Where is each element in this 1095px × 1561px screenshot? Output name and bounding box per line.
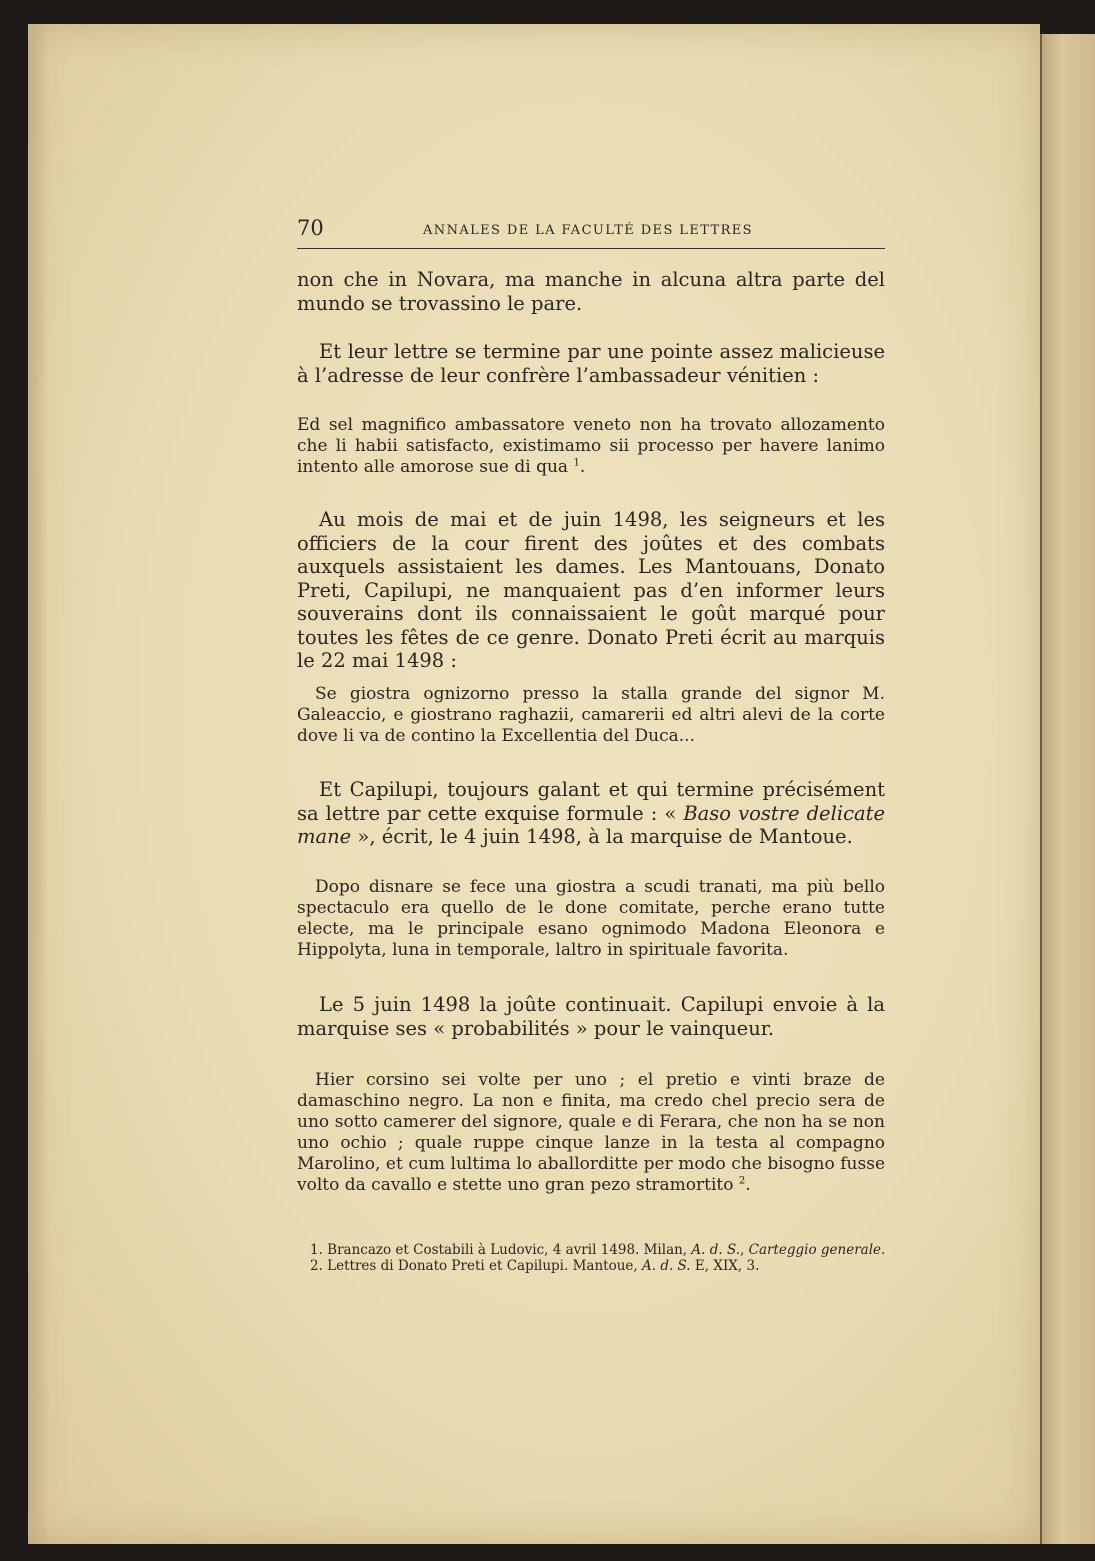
page-header bbox=[297, 214, 885, 249]
quote-hier-corsino bbox=[297, 1070, 885, 1196]
quote-dopo-disnare bbox=[297, 877, 885, 961]
page-edge-line bbox=[1040, 34, 1042, 1544]
next-page-edge bbox=[1040, 34, 1095, 1544]
footnote-italic: A. d. S. bbox=[641, 1258, 691, 1274]
quote-text: Dopo disnare se fece una giostra a scudi tranati, ma più bello spectaculo era quello de le done comitate, perche erano tutte electe, ma le principale esano ognimodo Madona Eleonora e Hippolyta, luna in temporale, laltro in spirituale favorita. bbox=[297, 877, 885, 960]
paragraph-text: Et leur lettre se termine par une pointe assez malicieuse à l’adresse de leur confrère l’ambassadeur vénitien : bbox=[297, 340, 885, 387]
footnote-italic: Carteggio generale bbox=[748, 1242, 882, 1258]
paragraph-capilupi bbox=[297, 778, 885, 849]
footnotes bbox=[290, 1242, 890, 1274]
footnote-text: 1. Brancazo et Costabili à Ludovic, 4 avril 1498. Milan, bbox=[310, 1242, 692, 1258]
footnote-italic: A. d. S. bbox=[691, 1242, 741, 1258]
paragraph-text: non che in Novara, ma manche in alcuna altra parte del mundo se trovassino le pare. bbox=[297, 268, 885, 315]
paragraph-text: Le 5 juin 1498 la joûte continuait. Capilupi envoie à la marquise ses « probabilités » pour le vainqueur. bbox=[297, 993, 885, 1040]
quote-ambassador bbox=[297, 415, 885, 478]
footnote-1 bbox=[290, 1242, 890, 1258]
quote-text: Se giostra ognizorno presso la stalla grande del signor M. Galeaccio, e giostrano raghazii, camarerii ed altri alevi de la corte dove li va de contino la Excellentia del Duca... bbox=[297, 684, 885, 746]
paragraph-june-5 bbox=[297, 993, 885, 1040]
paragraph-letter-ending bbox=[297, 340, 885, 387]
paragraph-jousts bbox=[297, 508, 885, 673]
quote-end: . bbox=[579, 457, 586, 477]
footnote-ref: 1 bbox=[573, 457, 580, 469]
footnote-text: 2. Lettres di Donato Preti et Capilupi. Mantoue, bbox=[310, 1258, 642, 1274]
paragraph-text: », écrit, le 4 juin 1498, à la marquise de Mantoue. bbox=[351, 825, 853, 848]
paragraph-continuation bbox=[297, 268, 885, 315]
quote-end: . bbox=[745, 1175, 751, 1195]
page-gutter-shadow bbox=[28, 24, 48, 1544]
paragraph-text: Au mois de mai et de juin 1498, les seigneurs et les officiers de la cour firent des joûtes et des combats auxquels assistaient les dames. Les Mantouans, Donato Preti, Capilupi, ne manquaient pas d’en informer leurs souverains dont ils connaissaient le goût marqué pour toutes les fêtes de ce genre. Donato Preti écrit au marquis le 22 mai 1498 : bbox=[297, 508, 885, 672]
quote-text: Ed sel magnifico ambassatore veneto non ha trovato allozamento che li habii satisfacto, existimamo sii processo per havere lanimo intento alle amorose sue di qua bbox=[297, 415, 885, 477]
running-title: ANNALES DE LA FACULTÉ DES LETTRES bbox=[423, 223, 753, 238]
quoted-formula: Baso vostre delicate mane bbox=[297, 801, 885, 848]
footnote-text: E, XIX, 3. bbox=[690, 1258, 760, 1274]
paragraph-text: Et Capilupi, toujours galant et qui termine précisément sa lettre par cette exquise formule : « bbox=[297, 778, 885, 825]
footnote-text: . bbox=[881, 1242, 886, 1258]
footnote-2 bbox=[290, 1258, 890, 1274]
footnote-ref: 2 bbox=[738, 1175, 746, 1187]
quote-text: Hier corsino sei volte per uno ; el pretio e vinti braze de damaschino negro. La non e finita, ma credo chel precio sera de uno sotto camerer del signore, quale e di Ferara, che non ha se non uno ochio ; quale ruppe cinque lanze in la testa al compagno Marolino, et cum lultima lo aballorditte per modo che bisogno fusse volto da cavallo e stette uno gran pezo stramortito bbox=[297, 1070, 885, 1195]
page-number: 70 bbox=[297, 216, 324, 240]
quote-preti bbox=[297, 684, 885, 747]
footnote-text: , bbox=[740, 1242, 749, 1258]
